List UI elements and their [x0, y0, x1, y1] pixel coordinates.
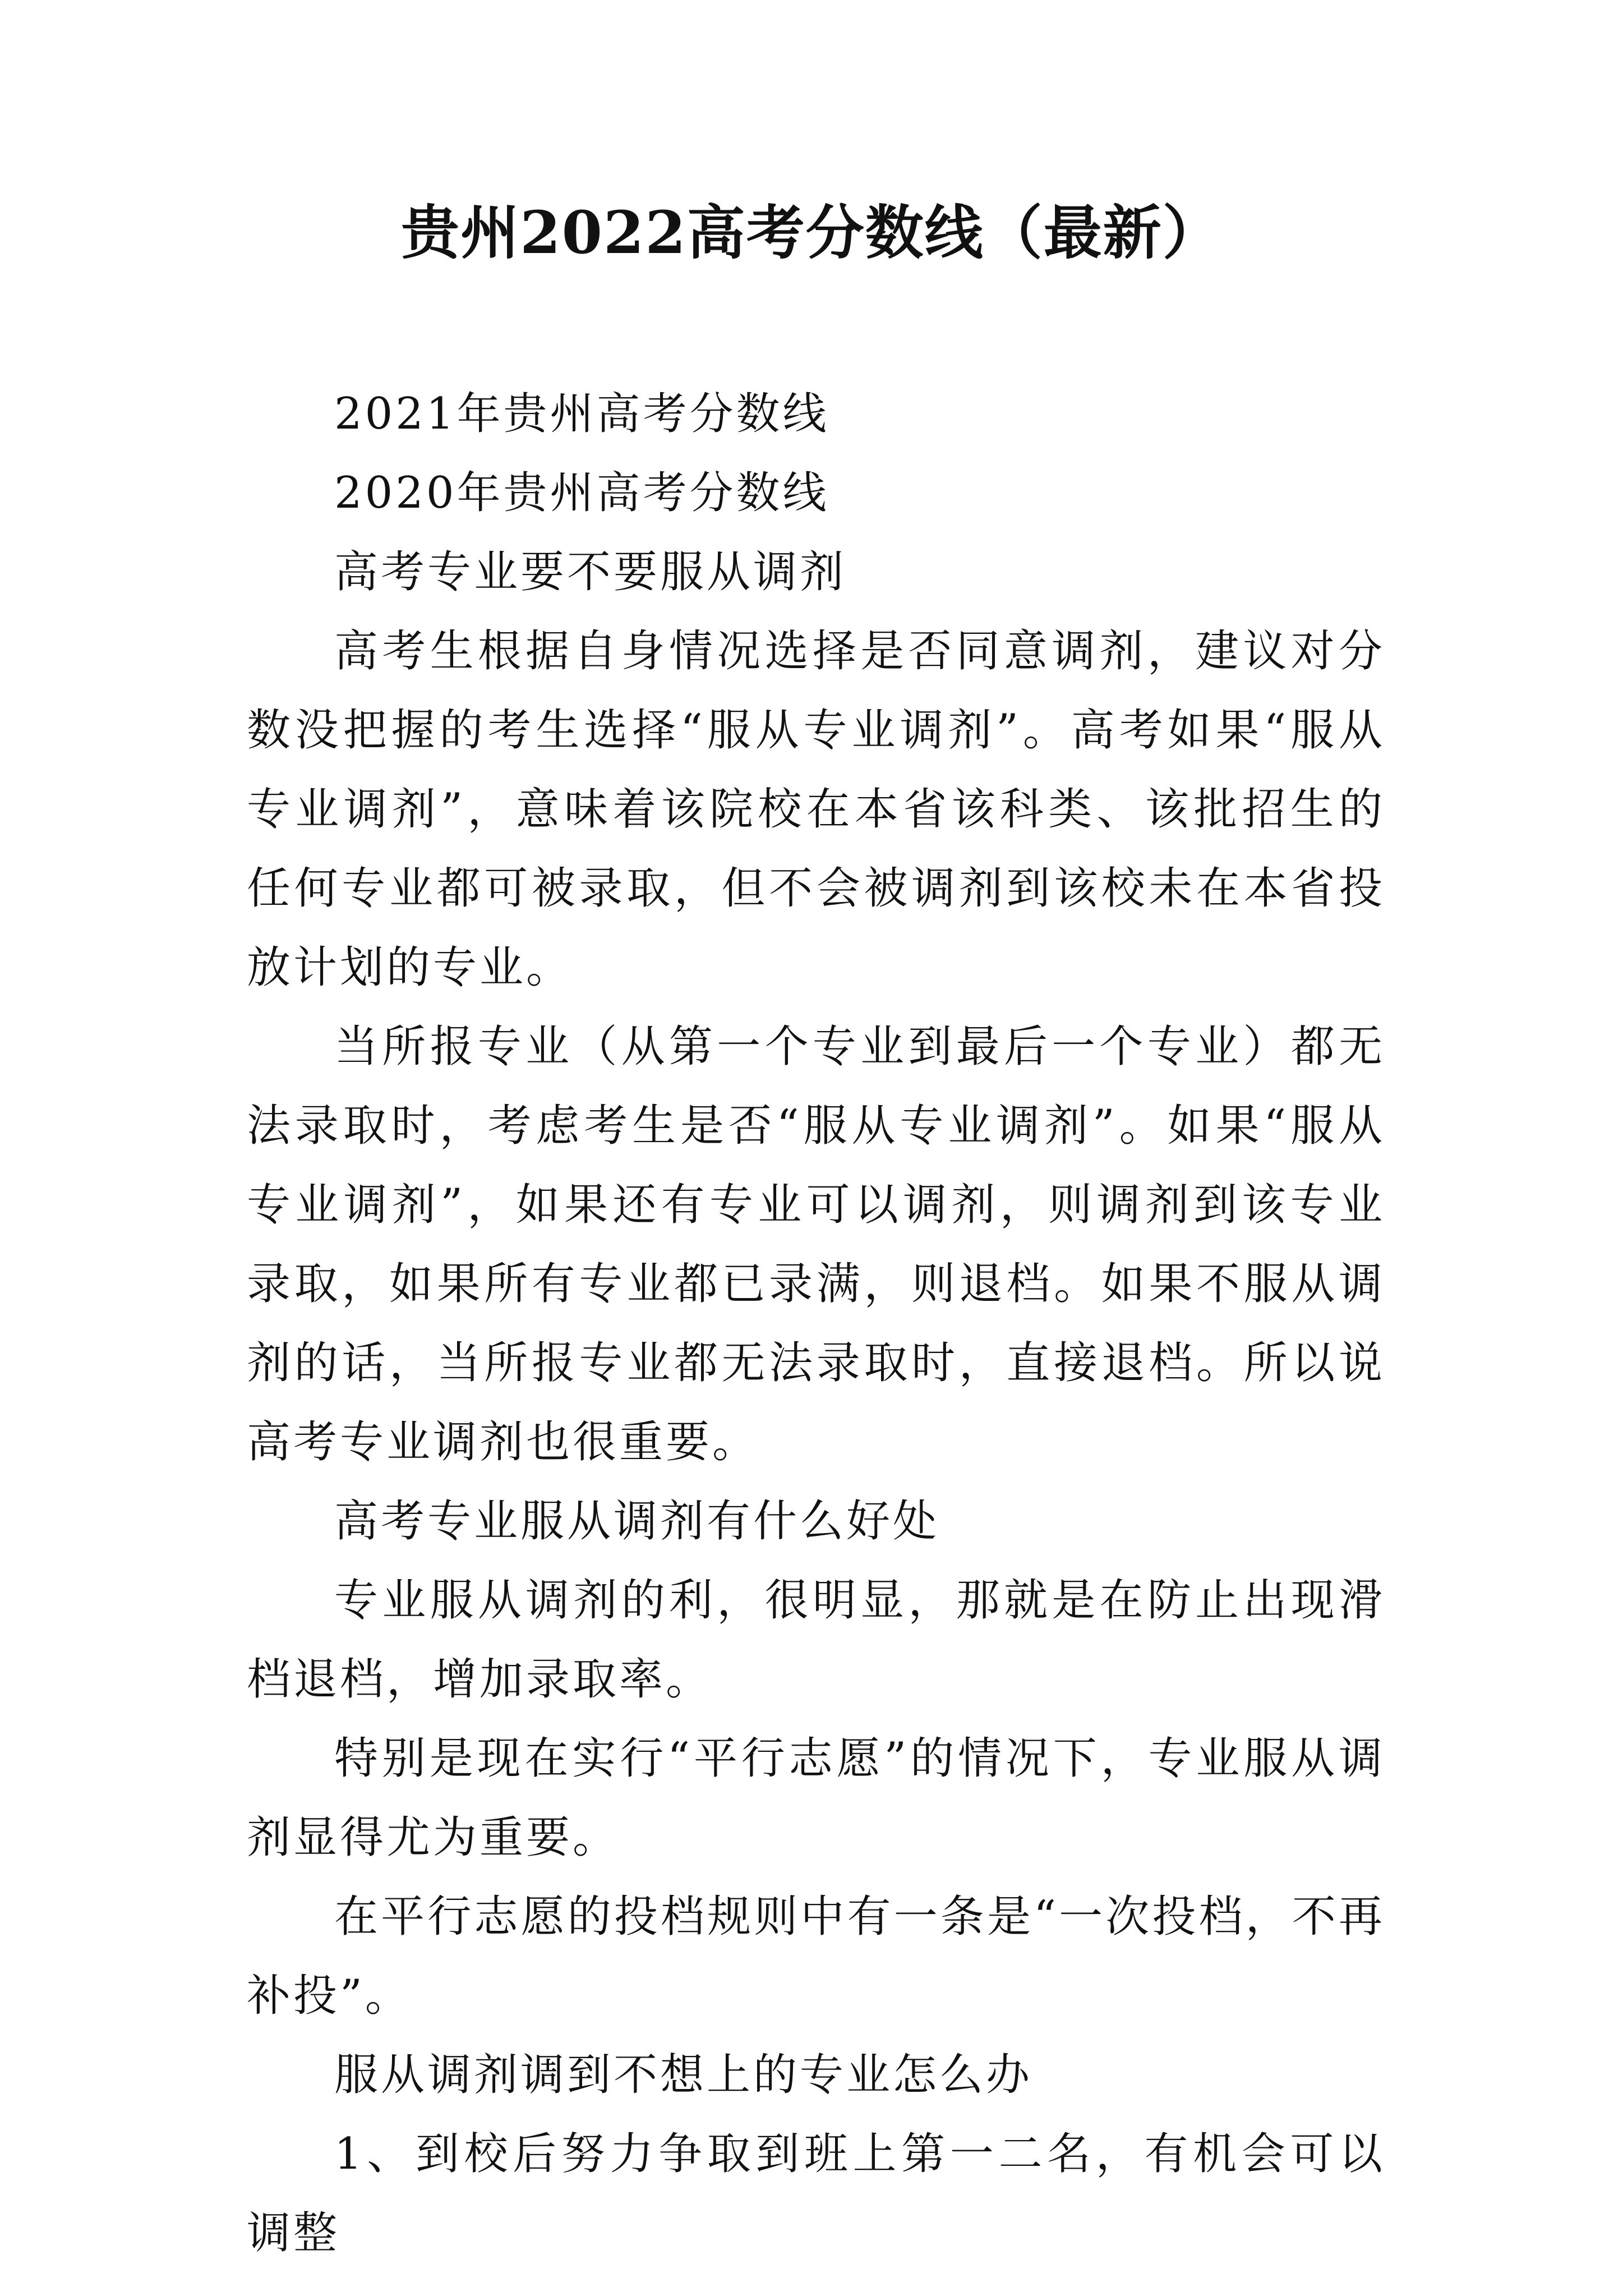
document-body [247, 375, 1385, 2273]
paragraph: 服从调剂调到不想上的专业怎么办 [334, 2050, 1033, 2100]
paragraph: 2020年贵州高考分数线 [334, 468, 829, 518]
paragraph: 1、到校后努力争取到班上第一二名，有机会可以调整 [247, 2129, 1385, 2258]
paragraph: 特别是现在实行“平行志愿”的情况下，专业服从调剂显得尤为重要。 [247, 1733, 1385, 1863]
paragraph: 高考专业服从调剂有什么好处 [334, 1496, 940, 1547]
paragraph: 2021年贵州高考分数线 [334, 389, 829, 439]
paragraph: 高考专业要不要服从调剂 [334, 547, 847, 597]
paragraph: 高考生根据自身情况选择是否同意调剂，建议对分数没把握的考生选择“服从专业调剂”。高考如果“服从专业调剂”，意味着该院校在本省该科类、该批招生的任何专业都可被录取，但不会被调剂到该校未在本省投放计划的专业。 [247, 626, 1385, 993]
paragraph: 专业服从调剂的利，很明显，那就是在防止出现滑档退档，增加录取率。 [247, 1575, 1385, 1705]
paragraph: 在平行志愿的投档规则中有一条是“一次投档，不再补投”。 [247, 1892, 1385, 2021]
paragraph: 当所报专业（从第一个专业到最后一个专业）都无法录取时，考虑考生是否“服从专业调剂”。如果“服从专业调剂”，如果还有专业可以调剂，则调剂到该专业录取，如果所有专业都已录满，则退档。如果不服从调剂的话，当所报专业都无法录取时，直接退档。所以说高考专业调剂也很重要。 [247, 1022, 1385, 1467]
document-title: 贵州2022高考分数线（最新） [401, 198, 1222, 267]
